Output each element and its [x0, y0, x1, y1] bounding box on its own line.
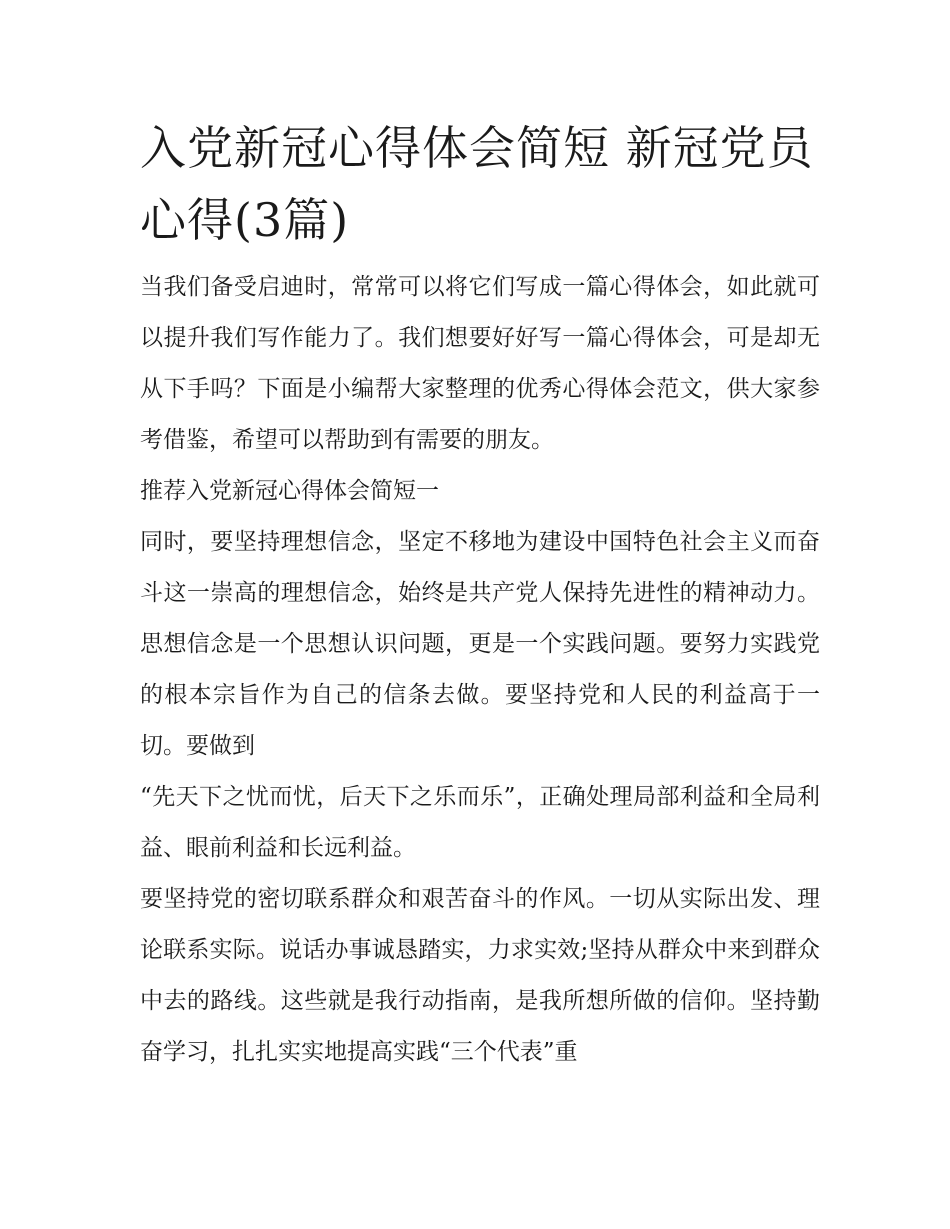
- body-paragraph-1: 同时，要坚持理想信念，坚定不移地为建设中国特色社会主义而奋斗这一崇高的理想信念，始终是共产党人保持先进性的精神动力。思想信念是一个思想认识问题，更是一个实践问题。要努力实践党的根本宗旨作为自己的信条去做。要坚持党和人民的利益高于一切。要做到: [140, 529, 820, 759]
- section-heading: 推荐入党新冠心得体会简短一: [140, 478, 439, 504]
- document-title: 入党新冠心得体会简短 新冠党员心得(3篇): [140, 121, 814, 247]
- intro-paragraph: 当我们备受启迪时，常常可以将它们写成一篇心得体会，如此就可以提升我们写作能力了。我们想要好好写一篇心得体会，可是却无从下手吗？下面是小编帮大家整理的优秀心得体会范文，供大家参考借鉴，希望可以帮助到有需要的朋友。: [140, 274, 820, 453]
- document-page: [140, 112, 820, 1078]
- body-paragraph-2: “先天下之忧而忧，后天下之乐而乐”，正确处理局部利益和全局利益、眼前利益和长远利益。: [140, 784, 820, 861]
- body-paragraph-3: 要坚持党的密切联系群众和艰苦奋斗的作风。一切从实际出发、理论联系实际。说话办事诚恳踏实，力求实效;坚持从群众中来到群众中去的路线。这些就是我行动指南，是我所想所做的信仰。坚持勤奋学习，扎扎实实地提高实践“三个代表”重: [140, 886, 820, 1065]
